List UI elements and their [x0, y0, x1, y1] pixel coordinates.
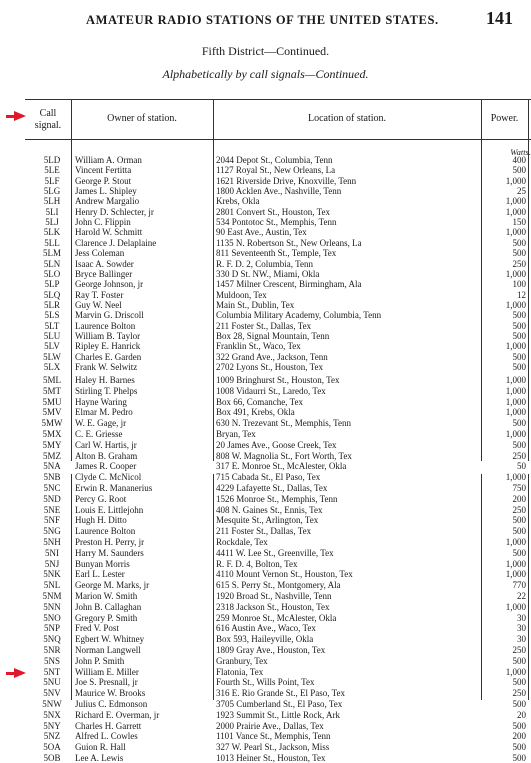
owner-cell: James L. Shipley	[75, 186, 137, 197]
owner-cell: George Johnson, jr	[75, 279, 144, 290]
power-cell: 250	[512, 258, 526, 269]
power-cell: 150	[512, 217, 526, 228]
column-header-call-line2: signal.	[34, 120, 62, 131]
location-cell: Box 28, Signal Mountain, Tenn	[216, 330, 330, 341]
call-signal-cell: 5NG	[43, 526, 61, 537]
location-cell: 317 E. Monroe St., McAlester, Okla	[216, 461, 347, 472]
location-cell: 2044 Depot St., Columbia, Tenn	[216, 155, 333, 165]
location-cell: 1526 Monroe St., Memphis, Tenn	[216, 493, 338, 504]
owner-cell: Richard E. Overman, jr	[75, 709, 160, 720]
table-row	[25, 418, 531, 428]
location-cell: Box 491, Krebs, Okla	[216, 407, 295, 418]
location-cell: 20 James Ave., Goose Creek, Tex	[216, 439, 337, 450]
table-row	[25, 407, 531, 417]
table-row	[25, 321, 531, 331]
call-signal-cell: 5LI	[45, 206, 59, 217]
location-cell: 211 Foster St., Dallas, Tex	[216, 320, 312, 331]
owner-cell: Norman Langwell	[75, 645, 141, 655]
location-cell: 211 Foster St., Dallas, Tex	[216, 526, 312, 537]
power-cell: 500	[512, 330, 526, 341]
table-row	[25, 290, 531, 300]
power-cell: 1,000	[505, 396, 526, 407]
call-signal-cell: 5LL	[44, 237, 60, 248]
table-row	[25, 559, 531, 569]
owner-cell: Hugh H. Ditto	[75, 515, 127, 526]
call-signal-cell: 5LH	[43, 196, 61, 207]
location-cell: 1013 Heiner St., Houston, Tex	[216, 753, 326, 763]
owner-cell: Hayne Waring	[75, 396, 127, 407]
table-row	[25, 461, 531, 471]
call-signal-cell: 5LX	[43, 362, 61, 372]
location-cell: 1135 N. Robertson St., New Orleans, La	[216, 237, 362, 248]
call-signal-cell: 5OB	[43, 753, 61, 763]
column-header-owner: Owner of station.	[107, 113, 177, 124]
table-row	[25, 537, 531, 547]
owner-cell: Marvin G. Driscoll	[75, 310, 144, 321]
location-cell: Rockdale, Tex	[216, 537, 268, 547]
call-signal-cell: 5LW	[43, 351, 61, 362]
table-row	[25, 591, 531, 601]
power-cell: 1,000	[505, 206, 526, 217]
call-signal-cell: 5LV	[44, 341, 60, 352]
power-cell: 1,000	[505, 666, 526, 677]
location-cell: Main St., Dublin, Tex	[216, 299, 295, 310]
power-cell: 500	[512, 237, 526, 248]
owner-cell: Erwin R. Mananerius	[75, 483, 153, 493]
location-cell: Bryan, Tex	[216, 429, 256, 439]
power-cell: 1,000	[505, 341, 526, 352]
location-cell: 616 Austin Ave., Waco, Tex	[216, 623, 316, 634]
owner-cell: Maurice W. Brooks	[75, 688, 146, 699]
location-cell: 1008 Vidaurri St., Laredo, Tex	[216, 385, 326, 396]
power-cell: 1,000	[505, 268, 526, 279]
table-row	[25, 238, 531, 248]
call-signal-cell: 5MW	[41, 418, 63, 429]
power-cell: 770	[512, 580, 526, 591]
power-cell: 1,000	[505, 407, 526, 418]
call-signal-cell: 5NP	[43, 623, 60, 634]
table-row	[25, 429, 531, 439]
table-row	[25, 217, 531, 227]
owner-cell: Lee A. Lewis	[75, 753, 124, 763]
table-row	[25, 269, 531, 279]
power-cell: 1,000	[505, 175, 526, 186]
call-signal-cell: 5MX	[42, 429, 62, 439]
call-signal-cell: 5MV	[42, 407, 62, 418]
location-cell: Box 66, Comanche, Tex	[216, 396, 303, 407]
power-cell: 500	[512, 720, 526, 731]
owner-cell: Julius C. Edmonson	[75, 699, 148, 709]
power-cell: 250	[512, 504, 526, 515]
power-cell: 1,000	[505, 537, 526, 547]
owner-cell: Egbert W. Whitney	[75, 634, 145, 645]
power-cell: 500	[512, 362, 526, 372]
table-row	[25, 341, 531, 351]
owner-cell: Charles E. Garden	[75, 351, 142, 362]
owner-cell: Bryce Ballinger	[75, 268, 133, 279]
owner-cell: James R. Cooper	[75, 461, 137, 472]
power-cell: 250	[512, 688, 526, 699]
call-signal-cell: 5LP	[44, 279, 60, 290]
section-subtitle: Fifth District—Continued.	[201, 44, 330, 58]
table-row	[25, 742, 531, 752]
table-top-rule	[25, 99, 531, 100]
call-signal-cell: 5LN	[43, 258, 61, 269]
location-cell: 90 East Ave., Austin, Tex	[216, 227, 307, 238]
power-cell: 500	[512, 248, 526, 259]
location-cell: 259 Monroe St., McAlester, Okla	[216, 612, 337, 623]
power-cell: 500	[512, 742, 526, 753]
call-signal-cell: 5OA	[43, 742, 61, 753]
call-signal-cell: 5LR	[43, 299, 60, 310]
power-cell: 22	[517, 591, 526, 601]
owner-cell: Alton B. Graham	[75, 450, 138, 461]
location-cell: 1457 Milner Crescent, Birmingham, Ala	[216, 279, 362, 290]
owner-cell: Preston H. Perry, jr	[75, 537, 145, 547]
power-cell: 400	[512, 155, 526, 165]
owner-cell: Vincent Fertitta	[75, 165, 132, 176]
table-header-rule	[25, 139, 531, 140]
power-cell: 20	[517, 709, 526, 720]
power-cell: 1,000	[505, 601, 526, 612]
table-row	[25, 699, 531, 709]
location-cell: 811 Seventeenth St., Temple, Tex	[216, 248, 337, 259]
call-signal-cell: 5NN	[43, 601, 61, 612]
page-header-title: AMATEUR RADIO STATIONS OF THE UNITED STATES.	[86, 13, 439, 27]
power-cell: 250	[512, 645, 526, 655]
location-cell: 4411 W. Lee St., Greenville, Tex	[216, 547, 334, 558]
location-cell: 2801 Convert St., Houston, Tex	[216, 206, 330, 217]
call-signal-cell: 5NT	[43, 666, 61, 677]
owner-cell: Louis E. Littlejohn	[75, 504, 144, 515]
call-signal-cell: 5NF	[43, 515, 60, 526]
power-cell: 500	[512, 526, 526, 537]
table-row	[25, 548, 531, 558]
owner-cell: Clarence J. Delaplaine	[75, 237, 157, 248]
power-cell: 200	[512, 493, 526, 504]
location-cell: 322 Grand Ave., Jackson, Tenn	[216, 351, 328, 362]
owner-cell: Bunyan Morris	[75, 558, 130, 569]
owner-cell: Henry D. Schlecter, jr	[75, 206, 154, 217]
table-row	[25, 667, 531, 677]
location-cell: 715 Cabada St., El Paso, Tex	[216, 472, 321, 483]
table-row	[25, 300, 531, 310]
power-cell: 1,000	[505, 299, 526, 310]
location-cell: 1621 Riverside Drive, Knoxville, Tenn	[216, 175, 357, 186]
location-cell: 1923 Summit St., Little Rock, Ark	[216, 709, 341, 720]
call-signal-cell: 5ND	[43, 493, 61, 504]
table-row	[25, 352, 531, 362]
location-cell: 1800 Acklen Ave., Nashville, Tenn	[216, 186, 342, 197]
owner-cell: Ray T. Foster	[75, 289, 124, 300]
table-row	[25, 677, 531, 687]
power-cell: 500	[512, 351, 526, 362]
owner-cell: Percy G. Root	[75, 493, 127, 504]
call-signal-cell: 5MT	[43, 385, 61, 396]
location-cell: 1101 Vance St., Memphis, Tenn	[216, 731, 331, 742]
table-row	[25, 176, 531, 186]
power-cell: 1,000	[505, 227, 526, 238]
location-cell: 1809 Gray Ave., Houston, Tex	[216, 645, 326, 655]
owner-cell: William A. Orman	[75, 155, 142, 165]
table-row	[25, 310, 531, 320]
owner-cell: George P. Stout	[75, 175, 132, 186]
table-row	[25, 569, 531, 579]
owner-cell: Fred V. Post	[75, 623, 119, 634]
power-cell: 25	[517, 186, 526, 197]
section-subtitle-italic: Alphabetically by call signals—Continued.	[162, 67, 369, 81]
power-cell: 30	[517, 623, 526, 634]
call-signal-cell: 5LQ	[43, 289, 61, 300]
call-signal-cell: 5ML	[43, 375, 61, 385]
table-row	[25, 196, 531, 206]
table-row	[25, 494, 531, 504]
call-signal-cell: 5LS	[44, 310, 60, 321]
owner-cell: John C. Flippin	[75, 217, 131, 228]
table-row	[25, 634, 531, 644]
owner-cell: Alfred L. Cowles	[75, 731, 138, 742]
power-cell: 500	[512, 320, 526, 331]
table-row	[25, 451, 531, 461]
power-cell: 500	[512, 310, 526, 321]
owner-cell: Laurence Bolton	[75, 526, 136, 537]
call-signal-cell: 5LE	[44, 165, 60, 176]
table-row	[25, 623, 531, 633]
table-row	[25, 331, 531, 341]
call-signal-cell: 5NH	[43, 537, 61, 547]
table-row	[25, 207, 531, 217]
power-cell: 1,000	[505, 569, 526, 580]
owner-cell: Marion W. Smith	[75, 591, 138, 601]
table-row	[25, 580, 531, 590]
location-cell: 630 N. Trezevant St., Memphis, Tenn	[216, 418, 351, 429]
column-header-power: Power.	[490, 113, 519, 124]
owner-cell: Jess Coleman	[75, 248, 125, 259]
call-signal-cell: 5NW	[42, 699, 62, 709]
table-row	[25, 613, 531, 623]
owner-cell: Harry M. Saunders	[75, 547, 144, 558]
table-row	[25, 688, 531, 698]
call-signal-cell: 5NO	[43, 612, 61, 623]
owner-cell: Isaac A. Sowder	[75, 258, 134, 269]
stations-table	[25, 99, 531, 763]
call-signal-cell: 5MZ	[43, 450, 61, 461]
owner-cell: Guy W. Neel	[75, 299, 122, 310]
call-signal-cell: 5NE	[43, 504, 61, 515]
call-signal-cell: 5NX	[43, 709, 61, 720]
owner-cell: Haley H. Barnes	[75, 375, 135, 385]
owner-cell: C. E. Griesse	[75, 429, 123, 439]
power-cell: 500	[512, 418, 526, 429]
column-header-call-line1: Call	[39, 108, 57, 119]
location-cell: 2702 Lyons St., Houston, Tex	[216, 362, 323, 372]
table-row	[25, 227, 531, 237]
owner-cell: Stirling T. Phelps	[75, 385, 138, 396]
location-cell: 615 S. Perry St., Montgomery, Ala	[216, 580, 341, 591]
call-signal-cell: 5NC	[43, 483, 61, 493]
power-cell: 500	[512, 515, 526, 526]
owner-cell: Frank W. Selwitz	[75, 362, 138, 372]
owner-cell: William E. Miller	[75, 666, 139, 677]
call-signal-cell: 5NQ	[43, 634, 61, 645]
owner-cell: Elmar M. Pedro	[75, 407, 133, 418]
location-cell: 1920 Broad St., Nashville, Tenn	[216, 591, 332, 601]
location-cell: Columbia Military Academy, Columbia, Tenn	[216, 310, 382, 321]
table-row	[25, 248, 531, 258]
location-cell: 408 N. Gaines St., Ennis, Tex	[216, 504, 323, 515]
location-cell: Muldoon, Tex	[216, 289, 267, 300]
call-signal-cell: 5LF	[44, 175, 60, 186]
column-header-location: Location of station.	[307, 113, 387, 124]
power-cell: 500	[512, 547, 526, 558]
call-signal-cell: 5LG	[43, 186, 61, 197]
location-cell: Mesquite St., Arlington, Tex	[216, 515, 319, 526]
call-signal-cell: 5NM	[42, 591, 62, 601]
call-signal-cell: 5NL	[43, 580, 61, 591]
table-row	[25, 165, 531, 175]
table-row	[25, 259, 531, 269]
location-cell: 1009 Bringhurst St., Houston, Tex	[216, 375, 340, 385]
table-row	[25, 375, 531, 385]
call-signal-cell: 5LU	[43, 330, 61, 341]
table-row	[25, 440, 531, 450]
power-cell: 200	[512, 731, 526, 742]
power-cell: 250	[512, 450, 526, 461]
table-row	[25, 362, 531, 372]
column-header-call	[25, 108, 71, 132]
power-cell: 1,000	[505, 375, 526, 385]
power-cell: 500	[512, 439, 526, 450]
call-signal-cell: 5LJ	[45, 217, 59, 228]
location-cell: Fourth St., Wills Point, Tex	[216, 677, 315, 688]
call-signal-cell: 5MU	[42, 396, 62, 407]
call-signal-cell: 5MY	[42, 439, 62, 450]
location-cell: 327 W. Pearl St., Jackson, Miss	[216, 742, 330, 753]
table-row	[25, 656, 531, 666]
table-row	[25, 505, 531, 515]
owner-cell: Earl L. Lester	[75, 569, 125, 580]
location-cell: 2000 Prairie Ave., Dallas, Tex	[216, 720, 324, 731]
call-signal-cell: 5NI	[45, 547, 59, 558]
call-signal-cell: 5LM	[43, 248, 61, 259]
table-row	[25, 731, 531, 741]
location-cell: 4110 Mount Vernon St., Houston, Tex	[216, 569, 353, 580]
power-cell: 1,000	[505, 385, 526, 396]
call-signal-cell: 5LT	[44, 320, 60, 331]
table-row	[25, 526, 531, 536]
power-cell: 12	[517, 289, 526, 300]
table-row	[25, 515, 531, 525]
call-signal-cell: 5NY	[43, 720, 61, 731]
call-signal-cell: 5NJ	[44, 558, 60, 569]
power-units-label: Watts.	[510, 147, 531, 157]
call-signal-cell: 5NK	[43, 569, 61, 580]
owner-cell: William B. Taylor	[75, 330, 141, 341]
power-cell: 100	[512, 279, 526, 290]
table-row	[25, 279, 531, 289]
location-cell: 808 W. Magnolia St., Fort Worth, Tex	[216, 450, 352, 461]
owner-cell: Guion R. Hall	[75, 742, 126, 753]
table-row	[25, 710, 531, 720]
table-row	[25, 186, 531, 196]
power-cell: 30	[517, 612, 526, 623]
call-signal-cell: 5NV	[43, 688, 61, 699]
page-number: 141	[486, 8, 513, 28]
owner-cell: George M. Marks, jr	[75, 580, 150, 591]
location-cell: Box 593, Haileyville, Okla	[216, 634, 314, 645]
call-signal-cell: 5LO	[43, 268, 61, 279]
call-signal-cell: 5NU	[43, 677, 61, 688]
owner-cell: Harold W. Schmitt	[75, 227, 143, 238]
owner-cell: Ripley E. Hanrick	[75, 341, 141, 352]
power-cell: 1,000	[505, 558, 526, 569]
location-cell: 1127 Royal St., New Orleans, La	[216, 165, 336, 176]
power-cell: 1,000	[505, 196, 526, 207]
table-row	[25, 721, 531, 731]
location-cell: 534 Pontotoc St., Memphis, Tenn	[216, 217, 337, 228]
location-cell: Franklin St., Waco, Tex	[216, 341, 301, 352]
power-cell: 50	[517, 461, 526, 472]
owner-cell: Joe S. Presnall, jr	[75, 677, 138, 688]
power-cell: 750	[512, 483, 526, 493]
power-cell: 30	[517, 634, 526, 645]
location-cell: R. F. D. 2, Columbia, Tenn	[216, 258, 313, 269]
call-signal-cell: 5NR	[43, 645, 61, 655]
location-cell: 2318 Jackson St., Houston, Tex	[216, 601, 330, 612]
location-cell: 316 E. Rio Grande St., El Paso, Tex	[216, 688, 345, 699]
power-cell: 1,000	[505, 429, 526, 439]
owner-cell: Laurence Bolton	[75, 320, 136, 331]
table-row	[25, 753, 531, 763]
call-signal-cell: 5NB	[43, 472, 61, 483]
location-cell: 4229 Lafayette St., Dallas, Tex	[216, 483, 328, 493]
power-cell: 500	[512, 677, 526, 688]
table-row	[25, 155, 531, 165]
call-signal-cell: 5NS	[43, 655, 60, 666]
call-signal-cell: 5NZ	[43, 731, 61, 742]
table-row	[25, 645, 531, 655]
power-cell: 500	[512, 753, 526, 763]
owner-cell: Charles H. Garrett	[75, 720, 142, 731]
owner-cell: W. E. Gage, jr	[75, 418, 127, 429]
table-row	[25, 472, 531, 482]
owner-cell: Clyde C. McNicol	[75, 472, 142, 483]
power-cell: 500	[512, 655, 526, 666]
owner-cell: John B. Callaghan	[75, 601, 142, 612]
location-cell: Flatonia, Tex	[216, 666, 264, 677]
power-cell: 500	[512, 165, 526, 176]
table-row	[25, 602, 531, 612]
call-signal-cell: 5LD	[43, 155, 61, 165]
location-cell: 3705 Cumberland St., El Paso, Tex	[216, 699, 343, 709]
owner-cell: Andrew Margalio	[75, 196, 140, 207]
location-cell: Granbury, Tex	[216, 655, 268, 666]
owner-cell: John P. Smith	[75, 655, 125, 666]
call-signal-cell: 5NA	[43, 461, 61, 472]
owner-cell: Gregory P. Smith	[75, 612, 138, 623]
owner-cell: Carl W. Hartis, jr	[75, 439, 137, 450]
table-row	[25, 483, 531, 493]
location-cell: Krebs, Okla	[216, 196, 260, 207]
power-cell: 1,000	[505, 472, 526, 483]
location-cell: R. F. D. 4, Bolton, Tex	[216, 558, 298, 569]
power-cell: 500	[512, 699, 526, 709]
location-cell: 330 D St. NW., Miami, Okla	[216, 268, 320, 279]
table-row	[25, 386, 531, 396]
table-row	[25, 397, 531, 407]
call-signal-cell: 5LK	[43, 227, 61, 238]
